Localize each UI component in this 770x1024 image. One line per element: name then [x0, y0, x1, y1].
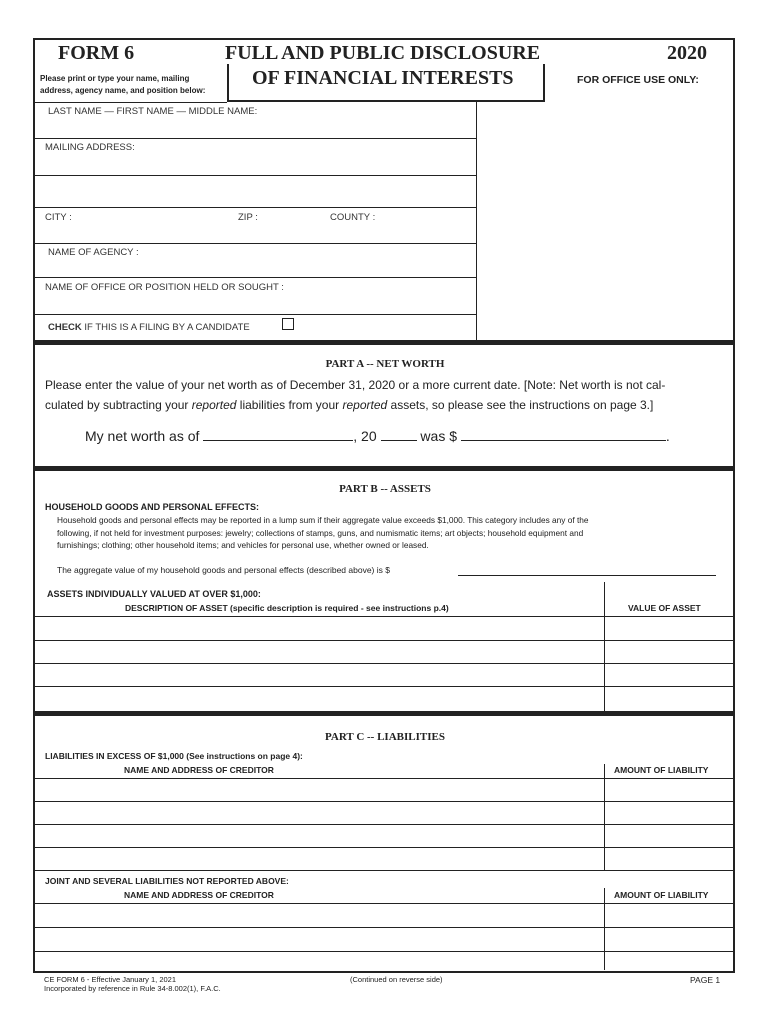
asset-value-header: VALUE OF ASSET: [628, 603, 701, 613]
net-worth-mid: , 20: [353, 428, 377, 444]
net-worth-line: [85, 426, 670, 444]
office-use-divider: [476, 102, 477, 341]
city-zip-county-field[interactable]: [35, 224, 475, 242]
divider: [35, 138, 476, 139]
footer-page: PAGE 1: [690, 975, 721, 985]
candidate-check-text: IF THIS IS A FILING BY A CANDIDATE: [81, 322, 250, 333]
asset-description-cells[interactable]: [35, 617, 603, 711]
divider: [35, 243, 476, 244]
instruction-line1: Please print or type your name, mailing: [40, 74, 190, 83]
joint-heading: JOINT AND SEVERAL LIABILITIES NOT REPORTED ABOVE:: [45, 876, 289, 886]
candidate-check-label: [48, 322, 250, 333]
agency-field[interactable]: [35, 259, 475, 277]
household-text-1: Household goods and personal effects may be reported in a lump sum if their aggregate value exceeds $1,000. This category includes any of the: [57, 515, 589, 525]
part-a-title: PART A -- NET WORTH: [325, 358, 445, 370]
net-worth-end: .: [665, 428, 670, 444]
part-a-text-1: Please enter the value of your net worth as of December 31, 2020 or a more current date. [Note: Net worth is not cal-: [45, 378, 666, 392]
aggregate-value-field[interactable]: [458, 575, 716, 576]
part-a-text-2d: reported: [342, 398, 388, 412]
divider: [35, 277, 476, 278]
city-label: CITY :: [45, 212, 72, 223]
agency-label: NAME OF AGENCY :: [48, 247, 139, 258]
part-c-title: PART C -- LIABILITIES: [325, 731, 445, 743]
amount-header: AMOUNT OF LIABILITY: [614, 765, 709, 775]
position-field[interactable]: [35, 294, 475, 313]
position-label: NAME OF OFFICE OR POSITION HELD OR SOUGHT :: [45, 282, 284, 293]
liabilities-heading: LIABILITIES IN EXCESS OF $1,000 (See instructions on page 4):: [45, 751, 303, 761]
creditor-header-2: NAME AND ADDRESS OF CREDITOR: [124, 890, 274, 900]
creditor-header: NAME AND ADDRESS OF CREDITOR: [124, 765, 274, 775]
part-a-text-2e: assets, so please see the instructions on page 3.]: [387, 398, 654, 412]
footer-form-id: CE FORM 6 - Effective January 1, 2021: [44, 975, 177, 984]
joint-creditor-cells[interactable]: [35, 904, 603, 970]
net-worth-prefix: My net worth as of: [85, 428, 200, 444]
form-year: 2020: [667, 42, 707, 64]
liability-amount-cells[interactable]: [605, 779, 733, 869]
household-text-3: furnishings; clothing; other household items; and vehicles for personal use, whether owned or leased.: [57, 540, 429, 550]
section-divider: [33, 711, 735, 716]
asset-description-header: DESCRIPTION OF ASSET (specific description is required - see instructions p.4): [125, 603, 449, 613]
part-a-text-2c: liabilities from your: [236, 398, 343, 412]
household-text-2: following, if not held for investment purposes: jewelry; collections of stamps, guns, and numismatic items; art objects; household equipment and: [57, 528, 584, 538]
net-worth-amount-field[interactable]: [461, 426, 666, 441]
part-b-title: PART B -- ASSETS: [339, 483, 431, 495]
footer-continued: (Continued on reverse side): [350, 975, 443, 984]
mailing-address-label: MAILING ADDRESS:: [45, 142, 135, 153]
part-a-text-2b: reported: [191, 398, 237, 412]
candidate-check-bold: CHECK: [48, 322, 82, 333]
office-use-label: FOR OFFICE USE ONLY:: [577, 74, 699, 86]
form-title-line1: FULL AND PUBLIC DISCLOSURE: [225, 42, 541, 64]
household-heading: HOUSEHOLD GOODS AND PERSONAL EFFECTS:: [45, 502, 260, 512]
assets-individual-heading: ASSETS INDIVIDUALLY VALUED AT OVER $1,000:: [47, 589, 261, 599]
name-field-label: LAST NAME — FIRST NAME — MIDDLE NAME:: [48, 106, 258, 117]
joint-amount-cells[interactable]: [605, 904, 733, 970]
section-divider: [33, 466, 735, 471]
form-title-line2: OF FINANCIAL INTERESTS: [252, 67, 514, 89]
name-field[interactable]: [35, 118, 475, 138]
divider: [35, 102, 227, 103]
net-worth-was: was $: [420, 428, 457, 444]
creditor-cells[interactable]: [35, 779, 603, 869]
candidate-checkbox[interactable]: [282, 318, 294, 330]
mailing-address-field[interactable]: [35, 154, 475, 206]
zip-label: ZIP :: [238, 212, 258, 223]
footer-rule: Incorporated by reference in Rule 34-8.002(1), F.A.C.: [44, 984, 221, 993]
table-row: [35, 870, 733, 871]
form-number: FORM 6: [58, 42, 135, 64]
asset-value-cells[interactable]: [605, 617, 733, 711]
county-label: COUNTY :: [330, 212, 376, 223]
divider: [35, 314, 476, 315]
instruction-line2: address, agency name, and position below:: [40, 86, 206, 95]
aggregate-text: The aggregate value of my household goods and personal effects (described above) is $: [57, 565, 390, 575]
part-a-text-2: [45, 398, 653, 412]
net-worth-year-field[interactable]: [381, 426, 417, 441]
net-worth-date-field[interactable]: [203, 426, 353, 441]
section-divider: [33, 340, 735, 345]
amount-header-2: AMOUNT OF LIABILITY: [614, 890, 709, 900]
divider: [35, 207, 476, 208]
part-a-text-2a: culated by subtracting your: [45, 398, 192, 412]
